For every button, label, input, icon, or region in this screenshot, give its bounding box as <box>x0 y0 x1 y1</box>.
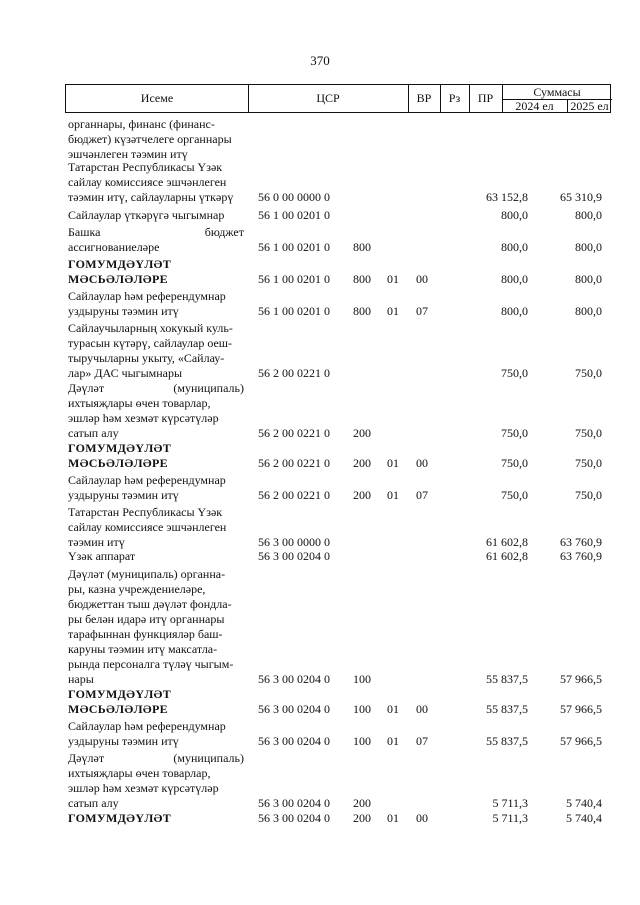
row-sum-2025: 750,0 <box>575 488 602 502</box>
row-name-line: Башка бюджет <box>68 225 244 239</box>
row-vr: 200 <box>353 796 371 810</box>
row-name <box>68 257 244 287</box>
row-sum-2024: 800,0 <box>501 272 528 286</box>
table-row <box>0 208 640 223</box>
row-sum-2024: 750,0 <box>501 426 528 440</box>
row-sum-2024: 800,0 <box>501 240 528 254</box>
row-name-line: Сайлаулар үткәрүгә чыгымнар <box>68 208 225 222</box>
row-name-line: тәэмин итү <box>68 535 125 549</box>
table-row <box>0 441 640 471</box>
header-pr: ПР <box>477 91 494 105</box>
row-sum-2024: 55 837,5 <box>486 702 528 716</box>
row-name-line: сатып алу <box>68 796 119 810</box>
row-name-line: уздыруны тәэмин итү <box>68 304 179 318</box>
row-pr: 07 <box>416 488 428 502</box>
row-rz: 01 <box>387 702 399 716</box>
row-name-line: сайлау комиссиясе эшчәнлеген <box>68 175 227 189</box>
row-csr: 56 3 00 0204 0 <box>258 734 330 748</box>
row-name-line: ры белән идарә итү органнары <box>68 612 225 626</box>
row-name <box>68 160 244 205</box>
row-name <box>68 441 244 471</box>
row-sum-2024: 63 152,8 <box>486 190 528 204</box>
row-name-line: Сайлаулар һәм референдумнар <box>68 289 226 303</box>
row-sum-2024: 55 837,5 <box>486 672 528 686</box>
row-name <box>68 225 244 255</box>
row-vr: 800 <box>353 240 371 254</box>
row-name-line: уздыруны тәэмин итү <box>68 734 179 748</box>
row-name-line: уздыруны тәэмин итү <box>68 488 179 502</box>
row-name-line: МӘСЬӘЛӘЛӘРЕ <box>68 456 168 470</box>
row-name-line: нары <box>68 672 94 686</box>
row-pr: 00 <box>416 811 428 825</box>
row-sum-2024: 61 602,8 <box>486 549 528 563</box>
row-pr: 00 <box>416 702 428 716</box>
row-sum-2025: 57 966,5 <box>560 672 602 686</box>
row-pr: 07 <box>416 304 428 318</box>
row-name-line: лар» ДАС чыгымнары <box>68 366 183 380</box>
row-name-line: тыручыларны укыту, «Сайлау- <box>68 351 225 365</box>
table-row <box>0 549 640 564</box>
row-csr: 56 1 00 0201 0 <box>258 208 330 222</box>
row-sum-2024: 55 837,5 <box>486 734 528 748</box>
row-name-line: сатып алу <box>68 426 119 440</box>
header-year-2025: 2025 ел <box>570 98 609 113</box>
row-name-line: бюджеттан тыш дәүләт фондла- <box>68 597 232 611</box>
row-csr: 56 3 00 0204 0 <box>258 702 330 716</box>
row-name-line: ихтыяҗлары өчен товарлар, <box>68 396 211 410</box>
row-name <box>68 567 244 687</box>
row-name <box>68 751 244 811</box>
row-name-line: тәэмин итү, сайлауларны үткәрү <box>68 190 234 204</box>
row-sum-2025: 5 740,4 <box>566 796 602 810</box>
row-name <box>68 505 244 550</box>
row-csr: 56 2 00 0221 0 <box>258 488 330 502</box>
row-name <box>68 208 244 223</box>
row-name-line: Үзәк аппарат <box>68 549 136 563</box>
row-name-line: турасын күтәрү, сайлаулар оеш- <box>68 336 233 350</box>
row-sum-2025: 57 966,5 <box>560 702 602 716</box>
row-csr: 56 3 00 0204 0 <box>258 549 330 563</box>
row-name-line: сайлау комиссиясе эшчәнлеген <box>68 520 227 534</box>
row-vr: 200 <box>353 426 371 440</box>
row-csr: 56 0 00 0000 0 <box>258 190 330 204</box>
row-name-line: ГОМУМДӘҮЛӘТ <box>68 687 172 701</box>
row-name <box>68 473 244 503</box>
row-name <box>68 321 244 381</box>
row-name-line: Сайлаулар һәм референдумнар <box>68 719 226 733</box>
row-name-line: ГОМУМДӘҮЛӘТ <box>68 441 172 455</box>
table-row <box>0 751 640 811</box>
row-name-line: Сайлаулар һәм референдумнар <box>68 473 226 487</box>
header-name: Исеме <box>140 91 174 105</box>
row-name <box>68 719 244 749</box>
row-vr: 200 <box>353 811 371 825</box>
row-csr: 56 2 00 0221 0 <box>258 366 330 380</box>
row-name-line: ГОМУМДӘҮЛӘТ <box>68 811 172 825</box>
table-row <box>0 321 640 381</box>
row-csr: 56 1 00 0201 0 <box>258 272 330 286</box>
row-csr: 56 2 00 0221 0 <box>258 456 330 470</box>
row-sum-2025: 63 760,9 <box>560 535 602 549</box>
row-csr: 56 2 00 0221 0 <box>258 426 330 440</box>
table-row <box>0 567 640 687</box>
row-name-line: ГОМУМДӘҮЛӘТ <box>68 257 172 271</box>
row-name-line: эшләр һәм хезмәт күрсәтүләр <box>68 781 219 795</box>
row-name-line: МӘСЬӘЛӘЛӘРЕ <box>68 272 168 286</box>
row-sum-2025: 750,0 <box>575 426 602 440</box>
row-name-line: Дәүләт (муниципаль) <box>68 751 244 765</box>
table-row <box>0 473 640 503</box>
header-year-2024: 2024 ел <box>515 98 554 113</box>
row-name-line: ры, казна учреждениеләре, <box>68 582 206 596</box>
row-name-line: каруны тәэмин итү максатла- <box>68 642 218 656</box>
row-sum-2025: 65 310,9 <box>560 190 602 204</box>
row-vr: 200 <box>353 456 371 470</box>
row-csr: 56 3 00 0204 0 <box>258 811 330 825</box>
table-row <box>0 225 640 255</box>
row-rz: 01 <box>387 734 399 748</box>
row-sum-2025: 800,0 <box>575 240 602 254</box>
row-rz: 01 <box>387 304 399 318</box>
table-row <box>0 687 640 717</box>
header-sums: Суммасы <box>533 84 581 99</box>
row-sum-2025: 750,0 <box>575 456 602 470</box>
row-name-line: ихтыяҗлары өчен товарлар, <box>68 766 211 780</box>
row-name-line: Дәүләт (муниципаль) <box>68 381 244 395</box>
row-sum-2025: 800,0 <box>575 208 602 222</box>
row-csr: 56 3 00 0204 0 <box>258 672 330 686</box>
page-number: 370 <box>310 53 330 68</box>
row-name-line: Дәүләт (муниципаль) органна- <box>68 567 226 581</box>
table-row <box>0 117 640 162</box>
row-pr: 00 <box>416 456 428 470</box>
row-sum-2024: 800,0 <box>501 304 528 318</box>
row-sum-2024: 750,0 <box>501 488 528 502</box>
table-row <box>0 719 640 749</box>
row-name <box>68 289 244 319</box>
row-name-line: МӘСЬӘЛӘЛӘРЕ <box>68 702 168 716</box>
table-row <box>0 811 640 826</box>
row-name <box>68 811 244 826</box>
table-row <box>0 381 640 441</box>
row-sum-2024: 750,0 <box>501 366 528 380</box>
row-name-line: эшчәнлеген тәэмин итү <box>68 147 188 161</box>
row-name-line: органнары, финанс (финанс- <box>68 117 215 131</box>
row-name-line: ассигнованиеләре <box>68 240 160 254</box>
row-pr: 00 <box>416 272 428 286</box>
row-vr: 800 <box>353 304 371 318</box>
row-vr: 100 <box>353 672 371 686</box>
row-name <box>68 117 244 162</box>
table-row <box>0 257 640 287</box>
row-csr: 56 3 00 0000 0 <box>258 535 330 549</box>
row-sum-2024: 61 602,8 <box>486 535 528 549</box>
row-sum-2025: 63 760,9 <box>560 549 602 563</box>
header-rz: Рз <box>448 91 461 105</box>
header-vr: ВР <box>416 91 432 105</box>
row-sum-2024: 800,0 <box>501 208 528 222</box>
row-rz: 01 <box>387 456 399 470</box>
header-csr: ЦСР <box>316 91 340 105</box>
row-sum-2024: 5 711,3 <box>492 796 528 810</box>
row-pr: 07 <box>416 734 428 748</box>
row-name-line: Сайлаучыларның хокукый куль- <box>68 321 233 335</box>
row-sum-2025: 750,0 <box>575 366 602 380</box>
row-name <box>68 381 244 441</box>
row-name-line: эшләр һәм хезмәт күрсәтүләр <box>68 411 219 425</box>
row-sum-2025: 5 740,4 <box>566 811 602 825</box>
row-sum-2025: 57 966,5 <box>560 734 602 748</box>
row-csr: 56 1 00 0201 0 <box>258 240 330 254</box>
row-rz: 01 <box>387 272 399 286</box>
row-rz: 01 <box>387 811 399 825</box>
row-csr: 56 3 00 0204 0 <box>258 796 330 810</box>
row-csr: 56 1 00 0201 0 <box>258 304 330 318</box>
row-sum-2025: 800,0 <box>575 272 602 286</box>
table-row <box>0 289 640 319</box>
table-row <box>0 505 640 550</box>
table-row <box>0 160 640 205</box>
table-header <box>65 84 611 113</box>
row-name-line: тарафыннан функцияләр баш- <box>68 627 223 641</box>
row-sum-2024: 750,0 <box>501 456 528 470</box>
row-vr: 800 <box>353 272 371 286</box>
row-rz: 01 <box>387 488 399 502</box>
row-name-line: рында персоналга түләү чыгым- <box>68 657 234 671</box>
row-vr: 100 <box>353 734 371 748</box>
row-name-line: Татарстан Республикасы Үзәк <box>68 160 223 174</box>
row-name-line: бюджет) күзәтчелеге органнары <box>68 132 232 146</box>
row-sum-2025: 800,0 <box>575 304 602 318</box>
row-name <box>68 687 244 717</box>
row-name-line: Татарстан Республикасы Үзәк <box>68 505 223 519</box>
row-vr: 100 <box>353 702 371 716</box>
row-name <box>68 549 244 564</box>
row-sum-2024: 5 711,3 <box>492 811 528 825</box>
row-vr: 200 <box>353 488 371 502</box>
